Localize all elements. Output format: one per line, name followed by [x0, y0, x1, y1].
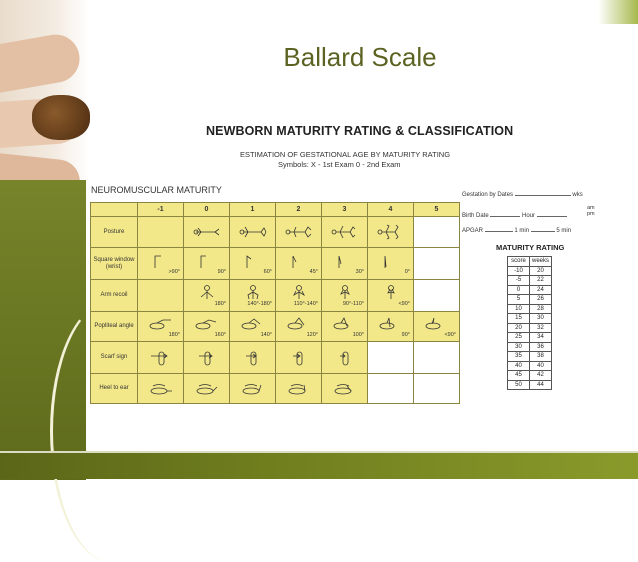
- posture-cell: [322, 217, 368, 248]
- document-title: NEWBORN MATURITY RATING & CLASSIFICATION: [206, 124, 514, 138]
- scarf-figure-icon: [147, 350, 175, 366]
- table-row: [508, 342, 552, 352]
- neuromuscular-table: [90, 202, 460, 404]
- birth-date-field: [462, 211, 567, 219]
- scarf-cell: [230, 342, 276, 374]
- table-row: [508, 276, 552, 286]
- row-label: Scarf sign: [91, 342, 138, 374]
- arm-recoil-cell: [276, 280, 322, 312]
- posture-cell: [368, 217, 414, 248]
- popliteal-cell: [322, 312, 368, 342]
- arm-recoil-cell: [368, 280, 414, 312]
- row-label: Popliteal angle: [91, 312, 138, 342]
- weeks-cell: 30: [530, 314, 552, 324]
- heel-figure-icon: [147, 381, 175, 397]
- table-row: [508, 323, 552, 333]
- angle-label: 140°-180°: [247, 300, 272, 307]
- row-label: Heel to ear: [91, 374, 138, 404]
- weeks-cell: 36: [530, 342, 552, 352]
- angle-label: 100°: [352, 331, 364, 338]
- leg-figure-icon: [423, 316, 451, 332]
- arm-recoil-cell: [184, 280, 230, 312]
- table-row: [91, 217, 460, 248]
- arm-recoil-cell: [138, 280, 184, 312]
- popliteal-cell: [138, 312, 184, 342]
- scarf-cell: [322, 342, 368, 374]
- row-label: Arm recoil: [91, 280, 138, 312]
- heel-figure-icon: [331, 381, 359, 397]
- neuromuscular-label: NEUROMUSCULAR MATURITY: [91, 185, 222, 195]
- am-label: am: [587, 205, 595, 211]
- angle-label: 90°: [217, 268, 226, 275]
- scarf-cell: [138, 342, 184, 374]
- scarf-figure-icon: [285, 350, 313, 366]
- table-row: [508, 352, 552, 362]
- posture-cell: [230, 217, 276, 248]
- score-cell: 20: [508, 323, 530, 333]
- score-cell: 40: [508, 361, 530, 371]
- posture-figure-icon: [285, 224, 313, 240]
- birth-date-label: Birth Date: [462, 213, 489, 219]
- wrist-angle-icon: [285, 253, 313, 269]
- popliteal-cell: [276, 312, 322, 342]
- wrist-angle-icon: [239, 253, 267, 269]
- heel-ear-cell: [230, 374, 276, 404]
- scarf-figure-icon: [193, 350, 221, 366]
- score-cell: 30: [508, 342, 530, 352]
- bread-shape: [32, 95, 90, 140]
- table-row: [508, 285, 552, 295]
- table-header-row: [91, 203, 460, 217]
- row-label: Posture: [91, 217, 138, 248]
- arm-figure-icon: [285, 285, 313, 301]
- weeks-cell: 22: [530, 276, 552, 286]
- heel-figure-icon: [193, 381, 221, 397]
- slide-title: Ballard Scale: [283, 42, 437, 72]
- weeks-cell: 40: [530, 361, 552, 371]
- table-row: [508, 295, 552, 305]
- table-row: [508, 266, 552, 276]
- heel-figure-icon: [285, 381, 313, 397]
- hour-label: Hour: [522, 213, 536, 219]
- arm-recoil-cell: [230, 280, 276, 312]
- popliteal-cell: [230, 312, 276, 342]
- table-row: [508, 333, 552, 343]
- posture-cell: [414, 217, 460, 248]
- posture-cell: [184, 217, 230, 248]
- weeks-cell: 20: [530, 266, 552, 276]
- angle-label: 110°-140°: [293, 300, 318, 307]
- birth-date-line: [490, 211, 520, 217]
- arm-figure-icon: [331, 285, 359, 301]
- heel-figure-icon: [239, 381, 267, 397]
- square-window-cell: [414, 248, 460, 280]
- finger-shape: [0, 31, 83, 97]
- heel-ear-cell: [276, 374, 322, 404]
- corner-accent: [598, 0, 638, 24]
- table-row: [91, 374, 460, 404]
- angle-label: >90°: [168, 268, 180, 275]
- apgar-label: APGAR: [462, 228, 484, 234]
- apgar-field: [462, 226, 571, 234]
- posture-cell: [276, 217, 322, 248]
- leg-figure-icon: [193, 316, 221, 332]
- wrist-angle-icon: [377, 253, 405, 269]
- heel-ear-cell: [184, 374, 230, 404]
- angle-label: 60°: [263, 268, 272, 275]
- arm-recoil-cell: [414, 280, 460, 312]
- maturity-rating-table: [507, 256, 552, 390]
- one-min-line: [531, 226, 555, 232]
- table-row: [91, 248, 460, 280]
- weeks-cell: 24: [530, 285, 552, 295]
- am-pm-label: [587, 205, 595, 217]
- symbols-legend: Symbols: X - 1st Exam 0 - 2nd Exam: [278, 160, 401, 169]
- scarf-figure-icon: [239, 350, 267, 366]
- angle-label: 30°: [355, 268, 364, 275]
- angle-label: <90°: [444, 331, 456, 338]
- square-window-cell: [230, 248, 276, 280]
- wrist-angle-icon: [193, 253, 221, 269]
- arm-recoil-cell: [322, 280, 368, 312]
- angle-label: 45°: [309, 268, 318, 275]
- square-window-cell: [276, 248, 322, 280]
- document-subtitle: ESTIMATION OF GESTATIONAL AGE BY MATURITY RATING: [240, 150, 451, 159]
- column-header: score: [508, 257, 530, 267]
- column-header: weeks: [530, 257, 552, 267]
- table-row: [508, 314, 552, 324]
- weeks-cell: 32: [530, 323, 552, 333]
- arm-figure-icon: [377, 285, 405, 301]
- heel-ear-cell: [368, 374, 414, 404]
- angle-label: 180°: [214, 300, 226, 307]
- scarf-cell: [184, 342, 230, 374]
- score-cell: 5: [508, 295, 530, 305]
- angle-label: 140°: [260, 331, 272, 338]
- score-cell: 50: [508, 380, 530, 390]
- angle-label: 0°: [404, 268, 410, 275]
- table-row: [508, 371, 552, 381]
- weeks-cell: 34: [530, 333, 552, 343]
- arm-figure-icon: [193, 285, 221, 301]
- angle-label: 120°: [306, 331, 318, 338]
- wrist-angle-icon: [147, 253, 175, 269]
- column-header: 5: [414, 203, 460, 217]
- weeks-cell: 42: [530, 371, 552, 381]
- posture-figure-icon: [377, 224, 405, 240]
- angle-label: 160°: [214, 331, 226, 338]
- table-row: [91, 280, 460, 312]
- posture-figure-icon: [239, 224, 267, 240]
- score-cell: 0: [508, 285, 530, 295]
- leg-figure-icon: [331, 316, 359, 332]
- five-min-label: 5 min: [556, 228, 572, 234]
- popliteal-cell: [414, 312, 460, 342]
- gestation-line: [515, 190, 571, 196]
- column-header: 4: [368, 203, 414, 217]
- score-cell: -10: [508, 266, 530, 276]
- arm-figure-icon: [239, 285, 267, 301]
- score-cell: 45: [508, 371, 530, 381]
- gestation-unit: wks: [572, 192, 583, 198]
- apgar-line: [485, 226, 513, 232]
- scarf-figure-icon: [331, 350, 359, 366]
- one-min-label: 1 min: [514, 228, 530, 234]
- scarf-cell: [276, 342, 322, 374]
- angle-label: 180°: [168, 331, 180, 338]
- posture-cell: [138, 217, 184, 248]
- heel-ear-cell: [138, 374, 184, 404]
- gestation-label: Gestation by Dates: [462, 192, 514, 198]
- table-row: [508, 361, 552, 371]
- column-header: 1: [230, 203, 276, 217]
- heel-ear-cell: [322, 374, 368, 404]
- olive-footer-band: [0, 453, 638, 479]
- posture-figure-icon: [193, 224, 221, 240]
- row-label: Square window (wrist): [91, 248, 138, 280]
- gestation-field: [462, 190, 583, 198]
- weeks-cell: 38: [530, 352, 552, 362]
- scarf-cell: [414, 342, 460, 374]
- weeks-cell: 44: [530, 380, 552, 390]
- score-cell: 15: [508, 314, 530, 324]
- hour-line: [537, 211, 567, 217]
- leg-figure-icon: [147, 316, 175, 332]
- angle-label: 90°: [401, 331, 410, 338]
- angle-label: 90°-110°: [342, 300, 364, 307]
- score-cell: -5: [508, 276, 530, 286]
- weeks-cell: 26: [530, 295, 552, 305]
- leg-figure-icon: [239, 316, 267, 332]
- score-cell: 10: [508, 304, 530, 314]
- table-row: [91, 342, 460, 374]
- square-window-cell: [184, 248, 230, 280]
- table-row: [508, 304, 552, 314]
- heel-ear-cell: [414, 374, 460, 404]
- column-header: 0: [184, 203, 230, 217]
- leg-figure-icon: [377, 316, 405, 332]
- scarf-cell: [368, 342, 414, 374]
- header-corner: [91, 203, 138, 217]
- table-row: [91, 312, 460, 342]
- square-window-cell: [138, 248, 184, 280]
- leg-figure-icon: [285, 316, 313, 332]
- pm-label: pm: [587, 211, 595, 217]
- square-window-cell: [322, 248, 368, 280]
- weeks-cell: 28: [530, 304, 552, 314]
- angle-label: <90°: [398, 300, 410, 307]
- table-row: [508, 380, 552, 390]
- column-header: 3: [322, 203, 368, 217]
- score-cell: 25: [508, 333, 530, 343]
- column-header: 2: [276, 203, 322, 217]
- square-window-cell: [368, 248, 414, 280]
- posture-figure-icon: [331, 224, 359, 240]
- score-cell: 35: [508, 352, 530, 362]
- wrist-angle-icon: [331, 253, 359, 269]
- column-header: -1: [138, 203, 184, 217]
- table-header-row: [508, 257, 552, 267]
- popliteal-cell: [368, 312, 414, 342]
- popliteal-cell: [184, 312, 230, 342]
- maturity-rating-title: MATURITY RATING: [496, 243, 565, 252]
